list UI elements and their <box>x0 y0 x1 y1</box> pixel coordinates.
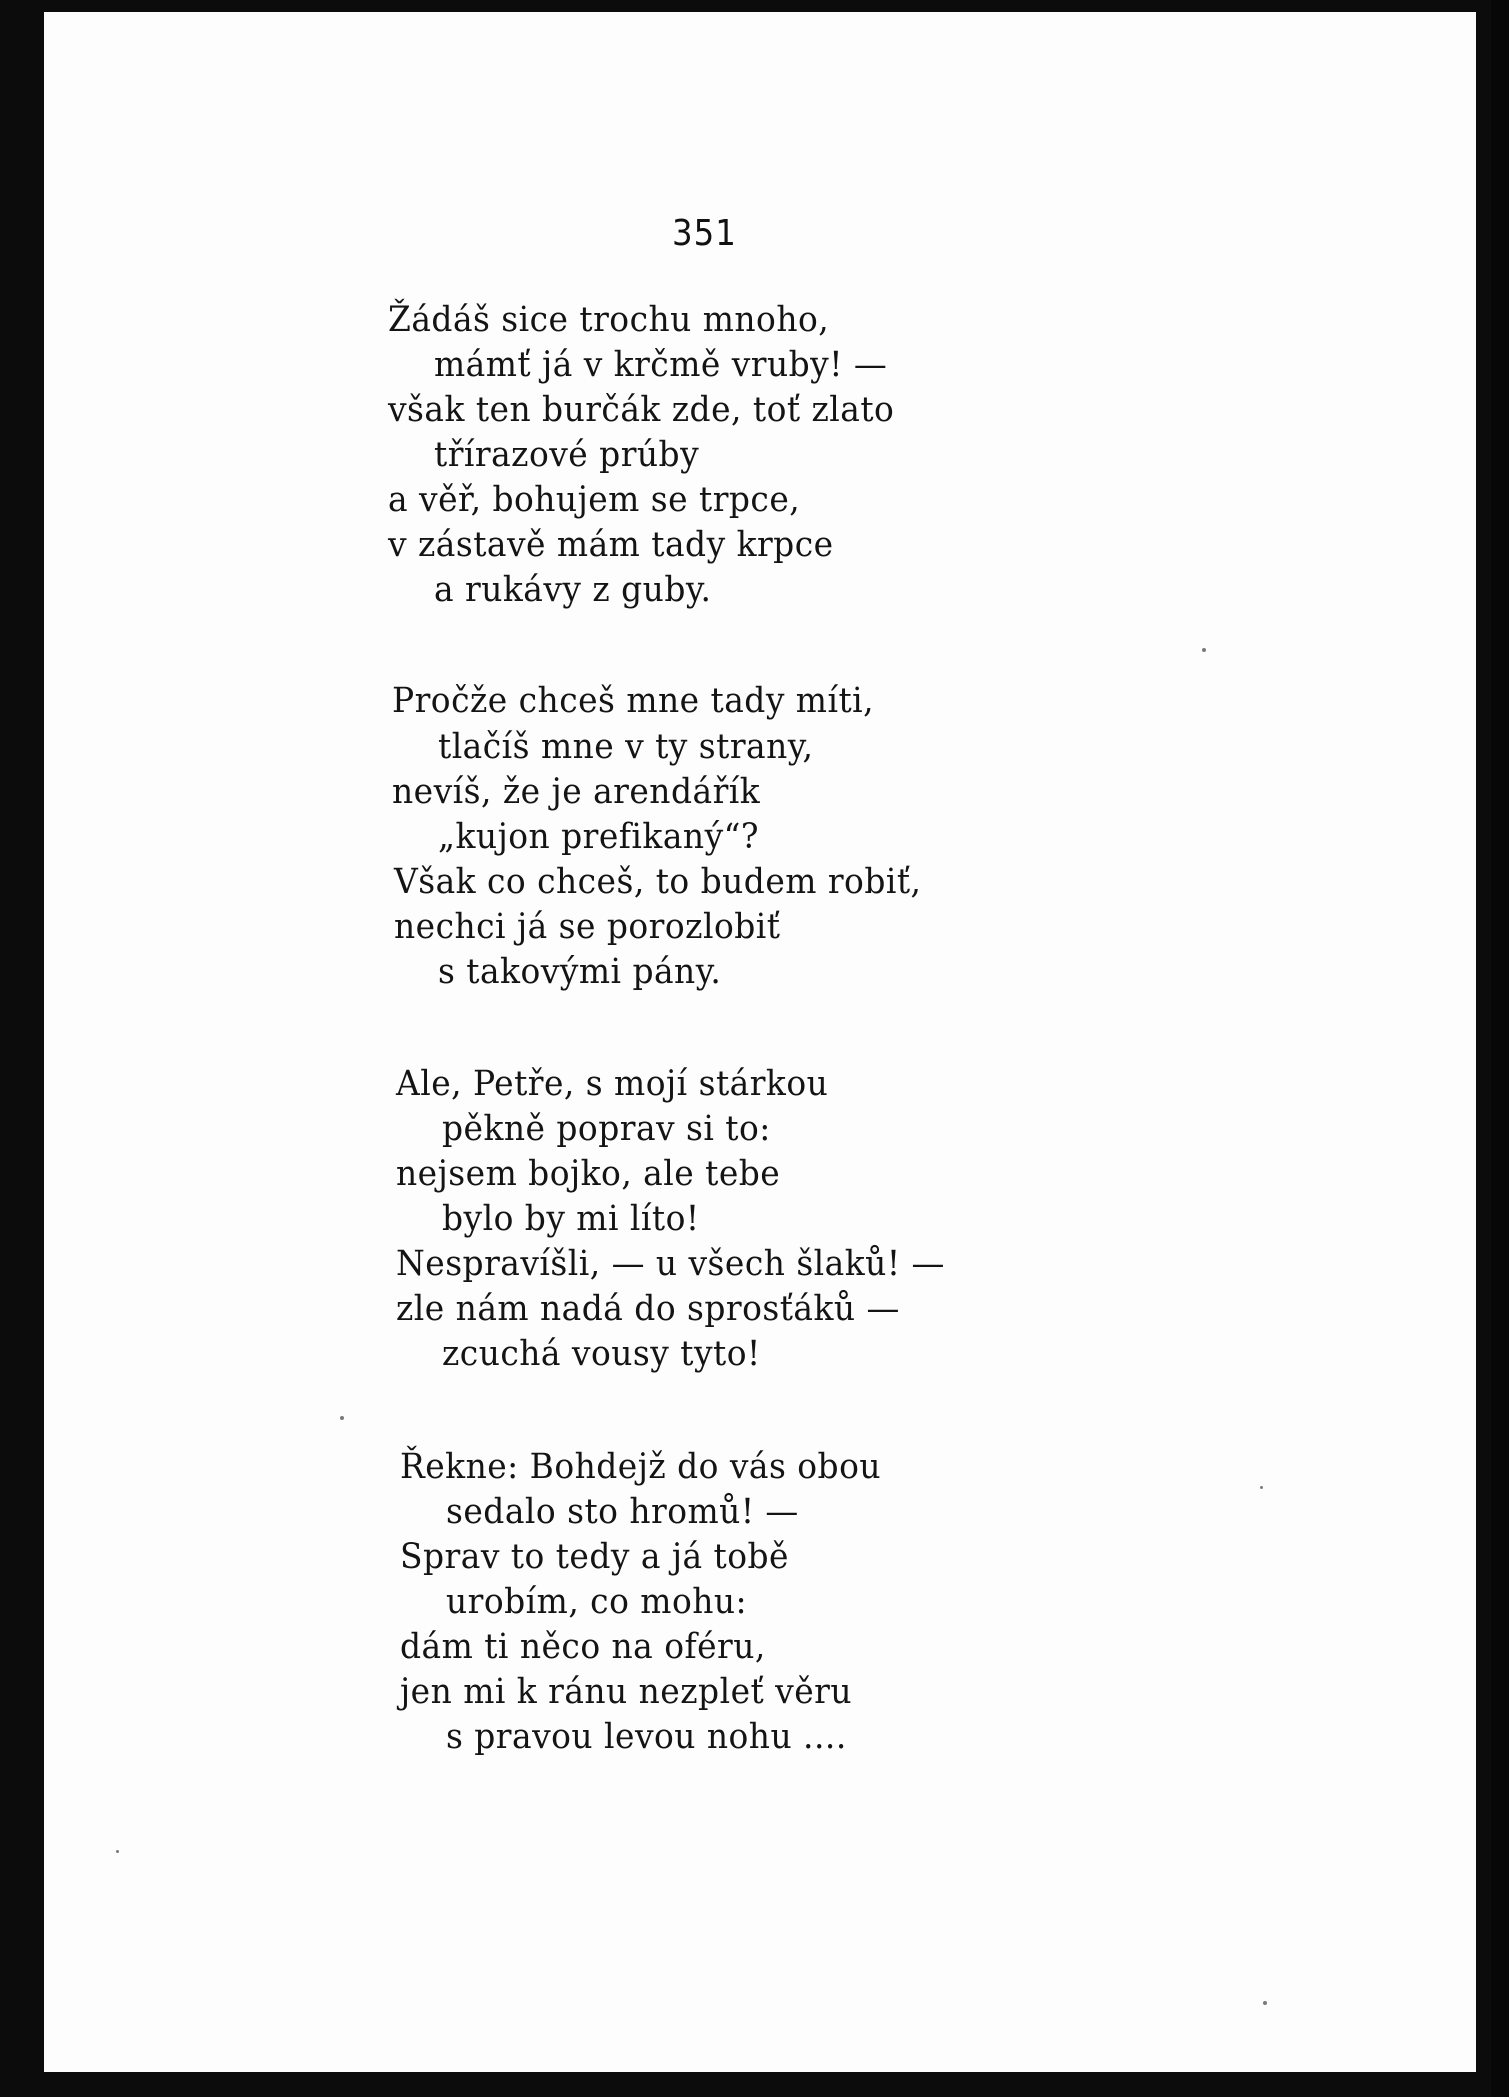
poem-line: Řekne: Bohdejž do vás obou <box>400 1447 882 1487</box>
poem-line: Žádáš sice trochu mnoho, <box>388 300 830 340</box>
scan-speck <box>1202 648 1206 652</box>
poem-line: bylo by mi líto! <box>442 1199 700 1239</box>
poem-line: nechci já se porozlobiť <box>394 907 781 947</box>
scan-speck <box>340 1416 344 1420</box>
poem-line: Ale, Petře, s mojí stárkou <box>396 1064 829 1104</box>
poem-line: „kujon prefikaný“? <box>438 817 760 857</box>
poem-line: a věř, bohujem se trpce, <box>388 480 801 520</box>
scan-speck <box>1263 2001 1267 2005</box>
poem-line: s takovými pány. <box>438 952 722 992</box>
poem-line: v zástavě mám tady krpce <box>388 525 834 565</box>
poem-line: Však co chceš, to budem robiť, <box>394 862 922 902</box>
poem-line: nevíš, že je arendářík <box>392 772 761 812</box>
poem-line: Nespravíšli, — u všech šlaků! — <box>396 1244 945 1284</box>
poem-line: třírazové prúby <box>434 435 700 475</box>
poem-line: pěkně poprav si to: <box>442 1109 771 1149</box>
poem-line: zle nám nadá do sprosťáků — <box>396 1289 900 1329</box>
poem-line: Sprav to tedy a já tobě <box>400 1537 789 1577</box>
poem-line: dám ti něco na oféru, <box>400 1627 766 1667</box>
poem-line: tlačíš mne v ty strany, <box>438 727 814 767</box>
scan-edge <box>1491 0 1509 2097</box>
poem <box>44 12 1476 2072</box>
poem-line: a rukávy z guby. <box>434 570 712 610</box>
poem-line: s pravou levou nohu .... <box>446 1717 847 1757</box>
poem-line: jen mi k ránu nezpleť věru <box>400 1672 852 1712</box>
poem-line: mámť já v krčmě vruby! — <box>434 345 888 385</box>
book-page <box>44 12 1476 2072</box>
scan-speck <box>116 1850 119 1853</box>
poem-line: Pročže chceš mne tady míti, <box>392 681 875 721</box>
poem-line: zcuchá vousy tyto! <box>442 1334 761 1374</box>
scan-speck <box>1260 1486 1263 1489</box>
page-number: 351 <box>672 213 737 254</box>
poem-line: však ten burčák zde, toť zlato <box>388 390 895 430</box>
poem-line: nejsem bojko, ale tebe <box>396 1154 781 1194</box>
poem-line: urobím, co mohu: <box>446 1582 748 1622</box>
poem-line: sedalo sto hromů! — <box>446 1492 799 1532</box>
